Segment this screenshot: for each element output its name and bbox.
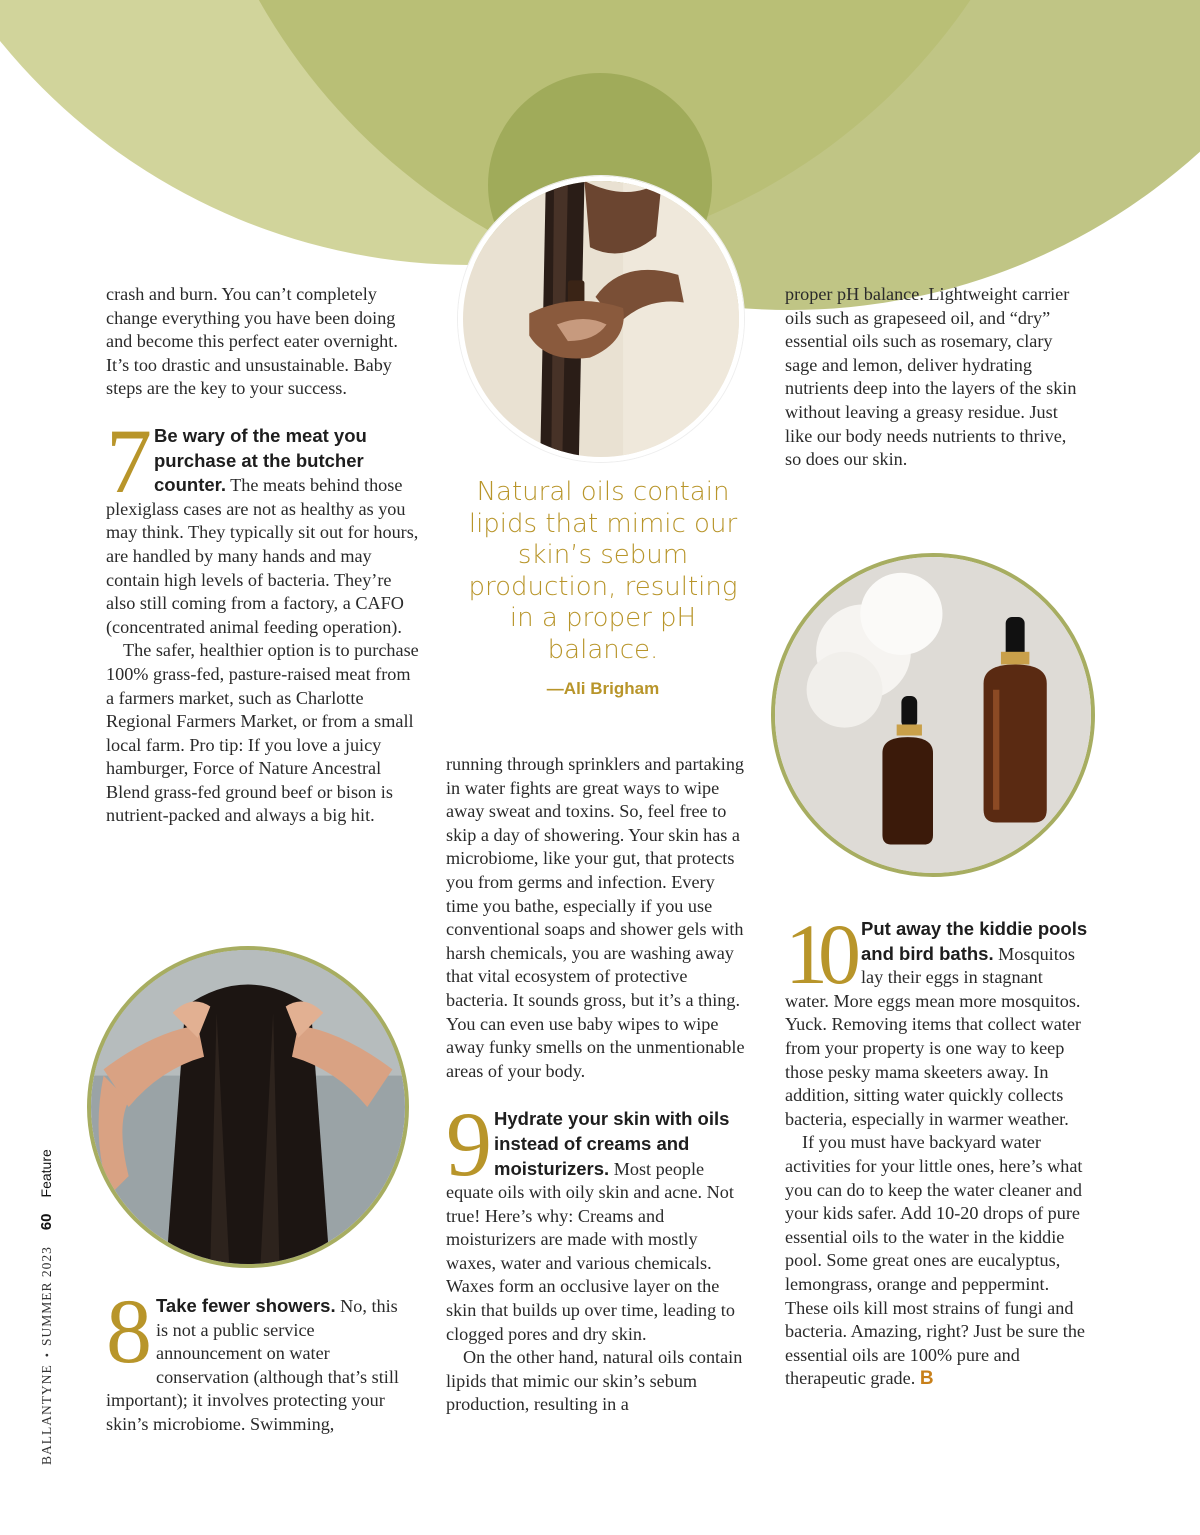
tip-9-paragraph (446, 1093, 751, 1346)
left-column-bottom (106, 1280, 406, 1437)
tip-9-paragraph-2: On the other hand, natural oils contain lipids that mimic our skin’s sebum production, resulting in a (446, 1347, 743, 1415)
tip-7-heading: Be wary of the meat you purchase at the butcher counter. (154, 424, 367, 496)
section-label: Feature (38, 1149, 54, 1198)
tip-9-text: Most people equate oils with oily skin and acne. Not true! Here’s why: Creams and moisturizers are made with mostly waxes, water and various chemicals. Waxes form an occlusive layer on the skin that builds up over time, leading to clogged pores and dry skin. (446, 1158, 735, 1344)
right-column-bottom (785, 906, 1089, 1391)
tip-9-number: 9 (446, 1093, 488, 1196)
right-continued-paragraph: proper pH balance. Lightweight carrier oils such as grapeseed oil, and “dry” essential oils such as rosemary, clary sage and lemon, deliver hydrating nutrients deep into the layers of the skin without leaving a greasy residue. Just like our body needs nutrients to thrive, so does our skin. (785, 284, 1077, 470)
hands-applying-oil-photo (458, 176, 744, 462)
tip-10-paragraph-2: If you must have backyard water activities for your little ones, here’s what you can do to keep the water cleaner and your kids safer. Add 10-20 drops of pure essential oils to the water in the kiddie pool. Some great ones are eucalyptus, lemongrass, orange and peppermint. These oils kill most strains of fungi and bacteria. Amazing, right? Just be sure the essential oils are 100% pure and therapeutic grade. B (785, 1132, 1085, 1390)
left-column-top (106, 283, 422, 828)
tip-7-text: The meats behind those plexiglass cases are not as healthy as you may think. They typically sit out for hours, are handled by many hands and may contain high levels of bacteria. They’re also still coming from a factory, a CAFO (concentrated animal feeding operation). (106, 475, 419, 637)
tip-7-number: 7 (106, 409, 148, 512)
right-column-top (785, 283, 1085, 472)
essential-oil-bottles-photo (771, 553, 1095, 877)
tip-8-number: 8 (106, 1280, 148, 1382)
middle-column (446, 753, 751, 1417)
tip-8-paragraph (106, 1280, 406, 1437)
hair-washing-photo (87, 946, 409, 1268)
tip-7-paragraph (106, 409, 422, 639)
page-number: 60 (38, 1213, 55, 1231)
magazine-name: BALLANTYNE (39, 1364, 54, 1465)
pull-quote: Natural oils contain lipids that mimic our skin’s sebum production, resulting in a proper pH balance. (468, 477, 738, 665)
middle-continued-paragraph: running through sprinklers and partaking in water fights are great ways to wipe away sweat and toxins. So, feel free to skip a day of showering. Your skin has a microbiome, like your gut, that protects you from germs and infection. Every time you bathe, especially if you use conventional soaps and shower gels with harsh chemicals, you are washing away that vital ecosystem of protective bacteria. It sounds gross, but it’s a thing. You can even use baby wipes to wipe away funky smells on the unmentionable areas of your body. (446, 754, 745, 1081)
tip-9-heading: Hydrate your skin with oils instead of creams and moisturizers. (494, 1108, 730, 1179)
tip-10-paragraph (785, 906, 1089, 1131)
end-mark-icon: B (919, 1368, 934, 1390)
tip-8-heading: Take fewer showers. (156, 1295, 336, 1316)
page-sidebar (38, 1149, 56, 1465)
tip-10-number: 10 (785, 906, 851, 1002)
issue-label: SUMMER 2023 (39, 1246, 54, 1347)
tip-7-paragraph-2: The safer, healthier option is to purchase 100% grass-fed, pasture-raised meat from a farmers market, such as Charlotte Regional Farmers Market, or from a small local farm. Pro tip: If you love a juicy hamburger, Force of Nature Ancestral Blend grass-fed ground beef or bison is nutrient-packed and always a big hit. (106, 640, 419, 826)
tip-10-heading: Put away the kiddie pools and bird baths. (861, 918, 1088, 964)
intro-paragraph: crash and burn. You can’t completely change everything you have been doing and become this perfect eater overnight. It’s too drastic and unsustainable. Baby steps are the key to your success. (106, 284, 398, 399)
pull-quote-attribution: —Ali Brigham (546, 679, 660, 698)
tip-10-text: Mosquitos lay their eggs in stagnant water. More eggs mean more mosquitos. Yuck. Removing items that collect water from your property is one way to keep those pesky mama skeeters away. In addition, sitting water quickly collects bacteria, especially in warmer weather. (785, 943, 1081, 1129)
tip-8-text: No, this is not a public service announcement on water conservation (although that’s still important); it involves protecting your skin’s microbiome. Swimming, (106, 1296, 399, 1434)
separator-dot: • (40, 1353, 54, 1358)
